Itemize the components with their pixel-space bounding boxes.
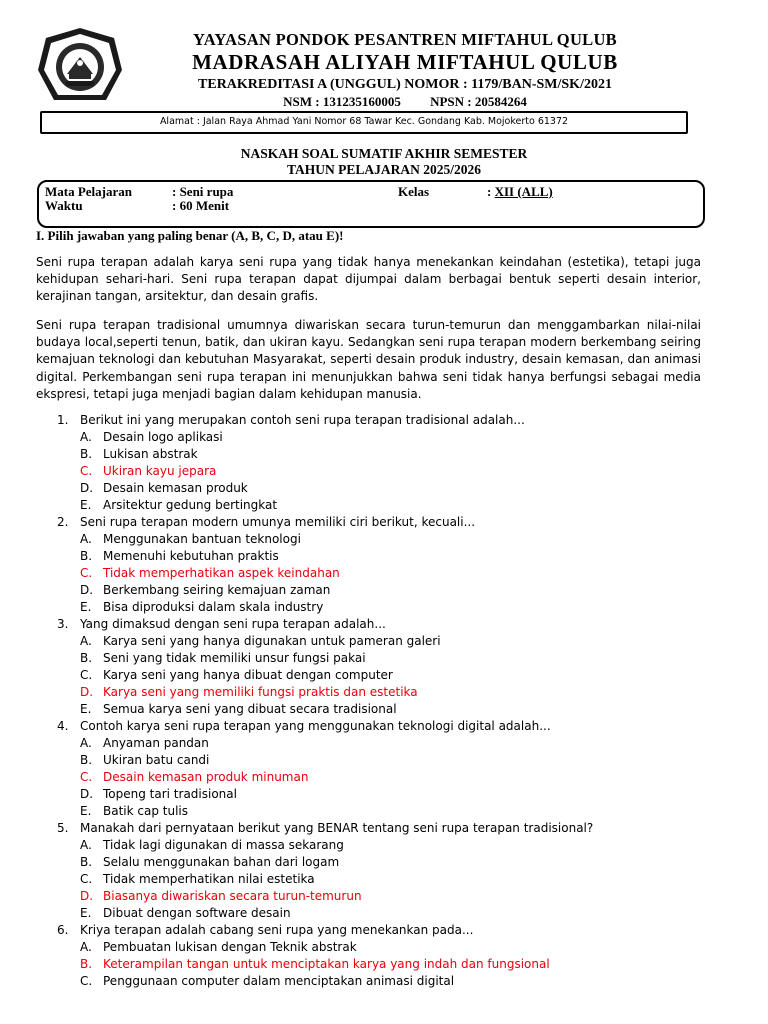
option-letter: A. — [80, 634, 92, 648]
option-letter: A. — [80, 736, 92, 750]
question-number: 4. — [57, 719, 69, 733]
option-text: Keterampilan tangan untuk menciptakan karya yang indah dan fungsional — [103, 957, 550, 971]
option-text: Berkembang seiring kemajuan zaman — [103, 583, 331, 597]
option-letter: B. — [80, 753, 93, 767]
answer-option — [0, 548, 768, 565]
option-letter: B. — [80, 549, 93, 563]
option-text: Desain kemasan produk — [103, 481, 248, 495]
class-label: Kelas — [398, 184, 430, 199]
address-text: Alamat : Jalan Raya Ahmad Yani Nomor 68 Tawar Kec. Gondang Kab. Mojokerto 61372 — [159, 116, 569, 127]
question-item — [0, 514, 768, 531]
answer-option-correct — [0, 956, 768, 973]
question-text: Berikut ini yang merupakan contoh seni rupa terapan tradisional adalah... — [80, 413, 525, 427]
section-instruction: I. Pilih jawaban yang paling benar (A, B, C, D, atau E)! — [36, 228, 344, 243]
answer-option — [0, 531, 768, 548]
answer-option — [0, 871, 768, 888]
answer-option — [0, 582, 768, 599]
question-item — [0, 412, 768, 429]
option-letter: A. — [80, 940, 92, 954]
option-letter: B. — [80, 855, 93, 869]
option-letter: A. — [80, 532, 92, 546]
option-text: Topeng tari tradisional — [103, 787, 237, 801]
intro-paragraph-2: Seni rupa terapan tradisional umumnya diwariskan secara turun-temurun dan menggambarkan nilai-nilai budaya local,seperti tenun, batik, dan ukiran kayu. Sedangkan seni rupa terapan modern berkembang seiring kemajuan teknologi dan kebutuhan Masyarakat, seperti desain produk industry, desain kemasan, dan animasi digital. Perkembangan seni rupa terapan ini menunjukkan bahwa seni tidak hanya berfungsi sebagai media ekspresi, tetapi juga menjadi bagian dalam kehidupan manusia. — [36, 318, 701, 401]
option-text: Penggunaan computer dalam menciptakan animasi digital — [103, 974, 455, 988]
option-letter: E. — [80, 906, 92, 920]
exam-title: NASKAH SOAL SUMATIF AKHIR SEMESTER — [240, 146, 528, 161]
registration-numbers — [140, 94, 670, 110]
option-letter: C. — [80, 566, 93, 580]
answer-option — [0, 837, 768, 854]
answer-option-correct — [0, 463, 768, 480]
option-text: Tidak memperhatikan aspek keindahan — [103, 566, 340, 580]
class-field — [487, 184, 553, 200]
answer-option — [0, 429, 768, 446]
answer-option-correct — [0, 684, 768, 701]
answer-option — [0, 786, 768, 803]
option-text: Lukisan abstrak — [103, 447, 198, 461]
option-letter: A. — [80, 430, 92, 444]
exam-info-box — [37, 180, 705, 228]
exam-year: TAHUN PELAJARAN 2025/2026 — [286, 162, 481, 177]
option-text: Biasanya diwariskan secara turun-temurun — [103, 889, 362, 903]
option-text: Bisa diproduksi dalam skala industry — [103, 600, 324, 614]
question-text: Yang dimaksud dengan seni rupa terapan adalah... — [80, 617, 386, 631]
answer-option — [0, 599, 768, 616]
question-number: 2. — [57, 515, 69, 529]
option-letter: E. — [80, 702, 92, 716]
nsm-number: NSM : 131235160005 — [283, 94, 401, 109]
answer-option-correct — [0, 565, 768, 582]
option-letter: D. — [80, 889, 94, 903]
option-letter: C. — [80, 770, 93, 784]
npsn-number: NPSN : 20584264 — [430, 94, 527, 109]
answer-option — [0, 854, 768, 871]
option-text: Batik cap tulis — [103, 804, 189, 818]
option-text: Ukiran batu candi — [103, 753, 210, 767]
answer-option-correct — [0, 888, 768, 905]
answer-option — [0, 752, 768, 769]
subject-label: Mata Pelajaran — [45, 184, 133, 199]
address-box — [40, 111, 688, 134]
answer-option — [0, 905, 768, 922]
accreditation-line: TERAKREDITASI A (UNGGUL) NOMOR : 1179/BAN-SM/SK/2021 — [198, 77, 612, 92]
question-text: Seni rupa terapan modern umunya memiliki ciri berikut, kecuali... — [80, 515, 476, 529]
option-letter: B. — [80, 447, 93, 461]
question-number: 3. — [57, 617, 69, 631]
option-text: Semua karya seni yang dibuat secara tradisional — [103, 702, 397, 716]
option-letter: C. — [80, 872, 93, 886]
option-letter: B. — [80, 957, 93, 971]
answer-option — [0, 633, 768, 650]
option-text: Anyaman pandan — [103, 736, 209, 750]
option-text: Menggunakan bantuan teknologi — [103, 532, 301, 546]
answer-option — [0, 701, 768, 718]
option-letter: D. — [80, 481, 94, 495]
question-number: 5. — [57, 821, 69, 835]
answer-option — [0, 735, 768, 752]
answer-option — [0, 650, 768, 667]
option-letter: C. — [80, 668, 93, 682]
school-name: MADRASAH ALIYAH MIFTAHUL QULUB — [192, 50, 618, 74]
option-letter: C. — [80, 974, 93, 988]
option-letter: E. — [80, 804, 92, 818]
option-text: Dibuat dengan software desain — [103, 906, 291, 920]
option-text: Seni yang tidak memiliki unsur fungsi pakai — [103, 651, 366, 665]
intro-paragraph-1: Seni rupa terapan adalah karya seni rupa yang tidak hanya menekankan keindahan (estetika), tetapi juga kehidupan sehari-hari. Seni rupa terapan dapat dijumpai dalam berbagai bentuk seperti desain interior, kerajinan tangan, arsitektur, dan desain grafis. — [36, 255, 701, 304]
answer-option — [0, 939, 768, 956]
foundation-name: YAYASAN PONDOK PESANTREN MIFTAHUL QULUB — [193, 30, 617, 49]
option-text: Pembuatan lukisan dengan Teknik abstrak — [103, 940, 357, 954]
option-letter: E. — [80, 498, 92, 512]
option-letter: C. — [80, 464, 93, 478]
question-item — [0, 718, 768, 735]
school-logo — [36, 26, 124, 108]
option-text: Selalu menggunakan bahan dari logam — [103, 855, 340, 869]
class-colon: : — [487, 184, 495, 199]
option-letter: D. — [80, 583, 94, 597]
answer-option — [0, 973, 768, 990]
option-text: Tidak lagi digunakan di massa sekarang — [103, 838, 344, 852]
question-list — [0, 412, 768, 990]
answer-option — [0, 667, 768, 684]
option-text: Karya seni yang memiliki fungsi praktis dan estetika — [103, 685, 418, 699]
subject-value: : Seni rupa — [172, 184, 234, 199]
option-text: Desain kemasan produk minuman — [103, 770, 309, 784]
option-text: Arsitektur gedung bertingkat — [103, 498, 278, 512]
option-text: Tidak memperhatikan nilai estetika — [103, 872, 315, 886]
answer-option — [0, 803, 768, 820]
time-value: : 60 Menit — [172, 198, 230, 213]
question-text: Contoh karya seni rupa terapan yang menggunakan teknologi digital adalah... — [80, 719, 551, 733]
option-letter: B. — [80, 651, 93, 665]
question-item — [0, 616, 768, 633]
option-text: Karya seni yang hanya dibuat dengan computer — [103, 668, 393, 682]
answer-option-correct — [0, 769, 768, 786]
option-text: Karya seni yang hanya digunakan untuk pameran galeri — [103, 634, 441, 648]
option-letter: E. — [80, 600, 92, 614]
class-value: XII (ALL) — [494, 184, 553, 199]
question-item — [0, 922, 768, 939]
answer-option — [0, 497, 768, 514]
question-text: Kriya terapan adalah cabang seni rupa yang menekankan pada... — [80, 923, 474, 937]
option-text: Ukiran kayu jepara — [103, 464, 217, 478]
option-letter: D. — [80, 787, 94, 801]
option-text: Memenuhi kebutuhan praktis — [103, 549, 279, 563]
question-number: 6. — [57, 923, 69, 937]
option-letter: D. — [80, 685, 94, 699]
question-item — [0, 820, 768, 837]
question-text: Manakah dari pernyataan berikut yang BENAR tentang seni rupa terapan tradisional? — [80, 821, 594, 835]
question-number: 1. — [57, 413, 69, 427]
option-letter: A. — [80, 838, 92, 852]
option-text: Desain logo aplikasi — [103, 430, 223, 444]
answer-option — [0, 480, 768, 497]
answer-option — [0, 446, 768, 463]
time-label: Waktu — [45, 198, 83, 213]
